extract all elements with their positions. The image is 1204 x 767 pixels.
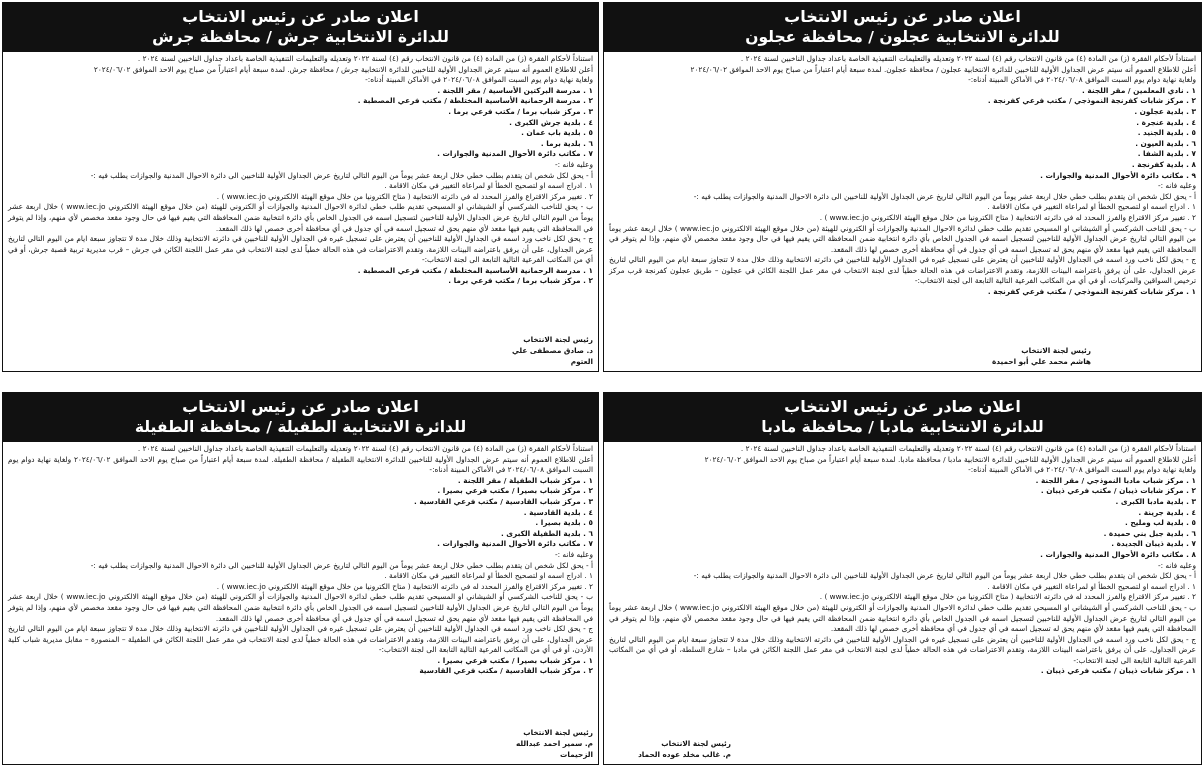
announcement-body <box>3 442 598 677</box>
rule-line: ج - يحق لكل ناخب ورد اسمه في الجداول الأولية للناخبين أن يعترض على تسجيل غيره في الجداول الأولية للناخبين في دائرته الانتخابية وذلك خلال مدة لا تتجاوز سبعة ايام من اليوم التالي لتاريخ عرض الجداول، على أن يرفق باعتراضه البينات اللازمة، وتقدم الاعتراضات في هذه الحالة خطياً لدى لجنة الانتخاب في مقر عمل اللجنة الكائن في مادبا – شارع السلطة، أو في أي من المكاتب الفرعية التالية التابعة الى لجنة الانتخاب:- <box>609 634 1196 665</box>
announcement-header <box>3 3 598 52</box>
place-item: ١ . نادي المعلمين / مقر اللجنة . <box>1082 85 1196 95</box>
intro-line: أعلن للاطلاع العموم أنه سيتم عرض الجداول الأولية للناخبين للدائرة الانتخابية الطفيلة / محافظة الطفيلة. لمدة سبعة أيام اعتباراً من صباح يوم الاحد الموافق ٢٠٢٤/٠٦/٠٢ ولغاية نهاية دوام يوم السبت الموافق ٢٠٢٤/٠٦/٠٨ في الأماكن المبينة أدناه:- <box>8 454 593 475</box>
announcement-subtitle: للدائرة الانتخابية الطفيلة / محافظة الطفيلة <box>134 418 467 436</box>
place-item: ٢ . مركز شباب بصيرا / مكتب فرعي بصيرا . <box>437 486 593 496</box>
announcement-header <box>604 393 1201 442</box>
place-item: ٧ . مكاتب دائرة الأحوال المدنية والجوازات . <box>437 149 593 159</box>
intro-line: أعلن للاطلاع العموم أنه سيتم عرض الجداول الأولية للناخبين للدائرة الانتخابية جرش / محافظة جرش. لمدة سبعة أيام اعتباراً من صباح يوم الاحد الموافق ٢٠٢٤/٠٦/٠٢ <box>93 64 593 74</box>
signature-block <box>638 738 731 760</box>
place-item: ٧ . بلدية الشفا . <box>1137 149 1196 159</box>
place-item: ٦ . بلدية جبل بني حميدة . <box>1103 528 1196 538</box>
place-item: ٣ . بلدية عجلون . <box>1134 106 1196 116</box>
announcement-header <box>3 393 598 442</box>
signature-block <box>493 334 593 367</box>
announcement-ajloun <box>603 2 1202 372</box>
announcement-title: اعلان صادر عن رئيس الانتخاب <box>182 7 419 26</box>
rule-line: ب - يحق للناخب الشركسي أو الشيشاني او المسيحي تقديم طلب خطي لدائرة الاحوال المدنية والجوازات أو الكتروني للهيئة (من خلال موقع الهيئة الالكتروني www.iec.jo ) خلال اربعة عشر يوماً من اليوم التالي لتاريخ عرض الجداول الأولية للناخبين لتسجيل اسمه في الجدول الخاص بأي دائرة انتخابية ضمن المحافظة التي يقيم فيها في حال وجود مقعد مخصص لأي منهم، وإذا لم يتوفر في المحافظة التي يقيم فيها مقعد لأي منهم يحق له تسجيل اسمه في أي جدول في أي محافظة أخرى خصص لها ذلك المقعد. <box>609 223 1196 254</box>
rule-line: ١ . ادراج اسمه او لتصحيح الخطأ او لمراعاة التغيير في مكان الاقامة . <box>384 571 593 581</box>
announcement-subtitle: للدائرة الانتخابية مادبا / محافظة مادبا <box>761 418 1044 436</box>
announcement-madaba <box>603 392 1202 765</box>
signature-name: م. سمير احمد عبدالله الزحيمات <box>515 739 593 759</box>
signature-name: هاشم محمد علي أبو احميدة <box>991 357 1091 366</box>
place-item: ٨ . بلدية كفرنجة . <box>1131 159 1196 169</box>
place-item: ٥ . بلدية لب ومليح . <box>1125 518 1196 528</box>
signature-block <box>493 727 593 760</box>
place-item: ١ . مركز شباب الطفيلة / مقر اللجنة . <box>457 475 593 485</box>
intro-line: ولغاية نهاية دوام يوم السبت الموافق ٢٠٢٤/٠٦/٠٨ في الأماكن المبينة أدناه:- <box>365 75 593 85</box>
place-item: ٢ . مركز شابات ذيبان / مكتب فرعي ذيبان . <box>1040 486 1196 496</box>
place-item: ٤ . بلدية القادسية . <box>523 507 593 517</box>
rule-line: أ - يحق لكل شخص ان يتقدم بطلب خطي خلال اربعة عشر يوماً من اليوم التالي لتاريخ عرض الجداول الأولية للناخبين الى دائرة الاحوال المدنية والجوازات يطلب فيه :- <box>693 191 1196 201</box>
rule-line: ب - يحق للناخب الشركسي أو الشيشاني او المسيحي تقديم طلب خطي لدائرة الاحوال المدنية والجوازات أو الكتروني للهيئة (من خلال موقع الهيئة الالكتروني www.iec.jo ) خلال اربعة عشر يوماً من اليوم التالي لتاريخ عرض الجداول الأولية للناخبين لتسجيل اسمه في الجدول الخاص بأي دائرة انتخابية ضمن المحافظة التي يقيم فيها في حال وجود مقعد مخصص لأي منهم، وإذا لم يتوفر في المحافظة التي يقيم فيها مقعد لأي منهم يحق له تسجيل اسمه في أي جدول في أي محافظة أخرى خصص لها ذلك المقعد. <box>8 202 593 233</box>
rule-line: ١ . ادراج اسمه او لتصحيح الخطأ او لمراعاة التغيير في مكان الاقامة . <box>384 181 593 191</box>
place-item: ٧ . بلدية ذيبان الجديدة . <box>1111 539 1196 549</box>
announcement-subtitle: للدائرة الانتخابية جرش / محافظة جرش <box>152 28 449 46</box>
place-item: ٦ . بلدية العيون . <box>1135 138 1196 148</box>
intro-line: استناداً لأحكام الفقرة (ز) من المادة (٤) من قانون الانتخاب رقم (٤) لسنة ٢٠٢٢ وتعديله والتعليمات التنفيذية الخاصة باعداد جداول الناخبين لسنة ٢٠٢٤ . <box>740 444 1196 453</box>
announcement-tafila <box>2 392 599 765</box>
place-item: ٣ . مركز شباب برما / مكتب فرعي برما . <box>448 106 593 116</box>
place-item: ٨ . مكاتب دائرة الأحوال المدنية والجوازات . <box>1040 549 1196 559</box>
place-item: ٥ . بلدية الجنيد . <box>1137 128 1196 138</box>
intro-line: ولغاية نهاية دوام يوم السبت الموافق ٢٠٢٤/٠٦/٠٨ في الأماكن المبينة أدناه:- <box>968 465 1196 475</box>
rule-line: ج - يحق لكل ناخب ورد اسمه في الجداول الأولية للناخبين أن يعترض على تسجيل غيره في الجداول الأولية للناخبين في دائرته الانتخابية وذلك خلال مدة لا تتجاوز سبعة ايام من اليوم التالي لتاريخ عرض الجداول، على أن يرفق باعتراضه البينات اللازمة، وتقدم الاعتراضات في هذه الحالة خطياً لدى لجنة الانتخاب في مقر عمل اللجنة الكائن في عجلون – طريق عجلون كفرنجة قرب مركز ترخيص السواقين والمركبات، أو في أي من المكاتب الفرعية التالية التابعة الى لجنة الانتخاب:- <box>609 255 1196 286</box>
rule-line: أ - يحق لكل شخص ان يتقدم بطلب خطي خلال اربعة عشر يوماً من اليوم التالي لتاريخ عرض الجداول الأولية للناخبين الى دائرة الاحوال المدنية والجوازات يطلب فيه :- <box>693 571 1196 581</box>
announcement-header <box>604 3 1201 52</box>
place-item: ٢ . مركز شابات كفرنجة النموذجي / مكتب فرعي كفرنجة . <box>987 96 1196 106</box>
rule-line: ٢ . مركز شباب برما / مكتب فرعي برما . <box>448 276 593 286</box>
place-item: ٤ . بلدية عنجرة . <box>1136 117 1196 127</box>
signature-title: رئيس لجنة الانتخاب <box>661 739 731 748</box>
announcement-body <box>604 52 1201 298</box>
announcement-title: اعلان صادر عن رئيس الانتخاب <box>182 397 419 416</box>
rule-line: ج - يحق لكل ناخب ورد اسمه في الجداول الأولية للناخبين أن يعترض على تسجيل غيره في الجداول الأولية للناخبين في دائرته الانتخابية وذلك خلال مدة لا تتجاوز سبعة ايام من اليوم التالي لتاريخ عرض الجداول، على أن يرفق باعتراضه البينات اللازمة، وتقدم الاعتراضات في هذه الحالة خطياً لدى لجنة الانتخاب في مقر عمل اللجنة الكائن في الطفيلة – المنصورة – مقابل مديرية شباب كلية الأردن، أو في أي من المكاتب الفرعية التالية التابعة الى لجنة الانتخاب:- <box>8 624 593 655</box>
signature-title: رئيس لجنة الانتخاب <box>1021 346 1091 355</box>
rule-line: ١ . ادراج اسمه او لتصحيح الخطأ او لمراعاة التغيير في مكان الاقامة . <box>987 581 1196 591</box>
signature-title: رئيس لجنة الانتخاب <box>523 728 593 737</box>
place-item: ٢ . مدرسة الرحمانية الأساسية المختلطة / مكتب فرعي المصطبة . <box>357 96 593 106</box>
signature-block <box>992 345 1091 367</box>
rule-line: ٢ . تغيير مركز الاقتراع والفرز المحدد له في دائرته الانتخابية ( متاح الكترونيا من خلال موقع الهيئة الالكتروني www.iec.jo ) . <box>216 581 593 591</box>
signature-name: م. غالب مخلد عوده الحماد <box>638 750 731 759</box>
place-item: ١ . مدرسة البركتين الأساسية / مقر اللجنة . <box>437 85 593 95</box>
place-item: ٦ . بلدية الطفيلة الكبرى . <box>500 528 593 538</box>
rule-line: أ - يحق لكل شخص ان يتقدم بطلب خطي خلال اربعة عشر يوماً من اليوم التالي لتاريخ عرض الجداول الأولية للناخبين الى دائرة الاحوال المدنية والجوازات يطلب فيه :- <box>90 560 593 570</box>
rule-line: أ - يحق لكل شخص ان يتقدم بطلب خطي خلال اربعة عشر يوماً من اليوم التالي لتاريخ عرض الجداول الأولية للناخبين الى دائرة الاحوال المدنية والجوازات يطلب فيه :- <box>90 170 593 180</box>
rule-line: ج - يحق لكل ناخب ورد اسمه في الجداول الأولية للناخبين أن يعترض على تسجيل غيره في الجداول الأولية للناخبين في دائرته الانتخابية وذلك خلال مدة لا تتجاوز سبعة ايام من اليوم التالي لتاريخ عرض الجداول، على أن يرفق باعتراضه البينات اللازمة، وتقدم الاعتراضات في هذه الحالة خطياً لدى لجنة الانتخاب في مقر عمل اللجنة الكائن في جرش – قرب مديرية تربية قصبة جرش، أو في أي من المكاتب الفرعية التالية التابعة الى لجنة الانتخاب:- <box>8 234 593 265</box>
place-item: ٤ . بلدية جرينة . <box>1138 507 1196 517</box>
rule-line: ١ . مركز شباب بصيرا / مكتب فرعي بصيرا . <box>437 655 593 665</box>
rule-line: وعليه فانه :- <box>554 549 593 559</box>
place-item: ٩ . مكاتب دائرة الأحوال المدنية والجوازات . <box>1040 170 1196 180</box>
rule-line: ٢ . تغيير مركز الاقتراع والفرز المحدد له في دائرته الانتخابية ( متاح الكترونيا من خلال موقع الهيئة الالكتروني www.iec.jo ) . <box>819 592 1196 602</box>
intro-line: أعلن للاطلاع العموم أنه سيتم عرض الجداول الأولية للناخبين للدائرة الانتخابية عجلون / محافظة عجلون. لمدة سبعة أيام اعتباراً من صباح يوم الاحد الموافق ٢٠٢٤/٠٦/٠٢ <box>690 64 1196 74</box>
signature-title: رئيس لجنة الانتخاب <box>523 335 593 344</box>
intro-line: أعلن للاطلاع العموم أنه سيتم عرض الجداول الأولية للناخبين للدائرة الانتخابية مادبا / محافظة مادبا. لمدة سبعة أيام اعتباراً من صباح يوم الاحد الموافق ٢٠٢٤/٠٦/٠٢ <box>704 454 1196 464</box>
place-item: ٥ . بلدية بصيرا . <box>535 518 593 528</box>
rule-line: وعليه فانه :- <box>554 159 593 169</box>
announcement-title: اعلان صادر عن رئيس الانتخاب <box>784 7 1021 26</box>
intro-line: استناداً لأحكام الفقرة (ز) من المادة (٤) من قانون الانتخاب رقم (٤) لسنة ٢٠٢٢ وتعديله والتعليمات التنفيذية الخاصة باعداد جداول الناخبين لسنة ٢٠٢٤ . <box>137 444 593 453</box>
signature-name: د. صادق مصطفى علي العتوم <box>512 346 593 366</box>
announcement-body <box>3 52 598 287</box>
place-item: ٦ . بلدية برما . <box>540 138 593 148</box>
rule-line: ١ . مركز شابات ذيبان / مكتب فرعي ذيبان . <box>1040 666 1196 676</box>
rule-line: ٢ . تغيير مركز الاقتراع والفرز المحدد له في دائرته الانتخابية ( متاح الكترونيا من خلال موقع الهيئة الالكتروني www.iec.jo ) . <box>819 212 1196 222</box>
rule-line: ٢ . تغيير مركز الاقتراع والفرز المحدد له في دائرته الانتخابية ( متاح الكترونيا من خلال موقع الهيئة الالكتروني www.iec.jo ) . <box>216 191 593 201</box>
place-item: ١ . مركز شباب مادبا النموذجي / مقر اللجنة . <box>1035 475 1196 485</box>
rule-line: وعليه فانه :- <box>1157 560 1196 570</box>
intro-line: استناداً لأحكام الفقرة (ز) من المادة (٤) من قانون الانتخاب رقم (٤) لسنة ٢٠٢٢ وتعديله والتعليمات التنفيذية الخاصة باعداد جداول الناخبين لسنة ٢٠٢٤ . <box>137 54 593 63</box>
rule-line: وعليه فانه :- <box>1157 181 1196 191</box>
place-item: ٧ . مكاتب دائرة الأحوال المدنية والجوازات . <box>437 539 593 549</box>
announcement-title: اعلان صادر عن رئيس الانتخاب <box>784 397 1021 416</box>
place-item: ٣ . مركز شباب القادسية / مكتب فرعي القادسية . <box>414 496 593 506</box>
intro-line: ولغاية نهاية دوام يوم السبت الموافق ٢٠٢٤/٠٦/٠٨ في الأماكن المبينة أدناه:- <box>968 75 1196 85</box>
announcement-subtitle: للدائرة الانتخابية عجلون / محافظة عجلون <box>745 28 1060 46</box>
place-item: ٥ . بلدية باب عمان . <box>521 128 593 138</box>
place-item: ٤ . بلدية جرش الكبرى . <box>509 117 593 127</box>
intro-line: استناداً لأحكام الفقرة (ز) من المادة (٤) من قانون الانتخاب رقم (٤) لسنة ٢٠٢٢ وتعديله والتعليمات التنفيذية الخاصة باعداد جداول الناخبين لسنة ٢٠٢٤ . <box>740 54 1196 63</box>
place-item: ٣ . بلدية مادبا الكبرى . <box>1115 496 1196 506</box>
rule-line: ١ . مركز شابات كفرنجة النموذجي / مكتب فرعي كفرنجة . <box>987 287 1196 297</box>
rule-line: ١ . ادراج اسمه او لتصحيح الخطأ او لمراعاة التغيير في مكان الاقامة . <box>987 202 1196 212</box>
announcement-body <box>604 442 1201 677</box>
rule-line: ب - يحق للناخب الشركسي أو الشيشاني او المسيحي تقديم طلب خطي لدائرة الاحوال المدنية والجوازات أو الكتروني للهيئة (من خلال موقع الهيئة الالكتروني www.iec.jo ) خلال اربعة عشر يوماً من اليوم التالي لتاريخ عرض الجداول الأولية للناخبين لتسجيل اسمه في الجدول الخاص بأي دائرة انتخابية ضمن المحافظة التي يقيم فيها في حال وجود مقعد مخصص لأي منهم، وإذا لم يتوفر في المحافظة التي يقيم فيها مقعد لأي منهم يحق له تسجيل اسمه في أي جدول في أي محافظة أخرى خصص لها ذلك المقعد. <box>8 592 593 623</box>
rule-line: ب - يحق للناخب الشركسي أو الشيشاني او المسيحي تقديم طلب خطي لدائرة الاحوال المدنية والجوازات أو الكتروني للهيئة (من خلال موقع الهيئة الالكتروني www.iec.jo ) خلال اربعة عشر يوماً من اليوم التالي لتاريخ عرض الجداول الأولية للناخبين لتسجيل اسمه في الجدول الخاص بأي دائرة انتخابية ضمن المحافظة التي يقيم فيها في حال وجود مقعد مخصص لأي منهم، وإذا لم يتوفر في المحافظة التي يقيم فيها مقعد لأي منهم يحق له تسجيل اسمه في أي جدول في أي محافظة أخرى خصص لها ذلك المقعد. <box>609 602 1196 634</box>
rule-line: ٢ . مركز شباب القادسية / مكتب فرعي القادسية <box>419 666 593 676</box>
announcement-jerash <box>2 2 599 372</box>
rule-line: ١ . مدرسة الرحمانية الأساسية المختلطة / مكتب فرعي المصطبة . <box>357 265 593 275</box>
